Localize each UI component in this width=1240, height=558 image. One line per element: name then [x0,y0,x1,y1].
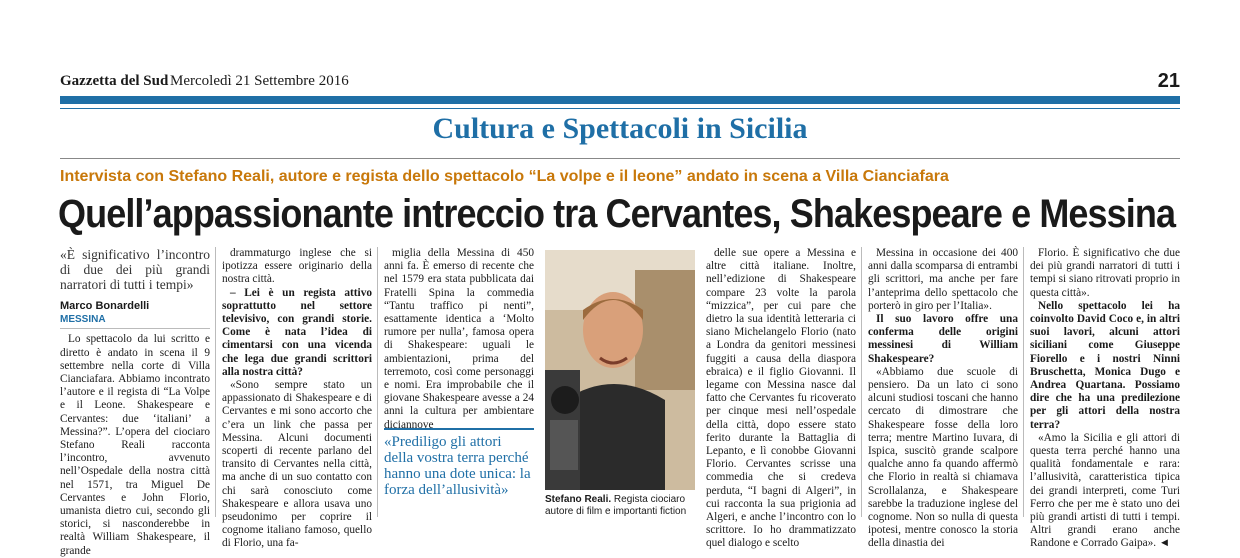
article-column-5 [868,247,1018,551]
column-divider [1023,247,1024,517]
article-column-4 [706,247,856,551]
article-column-1 [60,247,210,558]
paragraph: «Amo la Sicilia e gli attori di questa terra perché hanno una qualità fondamentale e rara: l’allusività, caratteristica tipica dei grandi interpreti, come Turi Ferro che per me è stato uno dei più grandi artisti di tutti i tempi. Altri grandi erano anche Randone e Corrado Gaipa». ◄ [1030,431,1180,550]
column-divider [215,247,216,517]
photo-caption [545,494,695,518]
column-divider [861,247,862,517]
paragraph: Lo spettacolo da lui scritto e diretto è andato in scena il 9 settembre nella corte di Villa Cianciafara. Abbiamo incontrato l’autore e il regista di “La Volpe e il Leone. Shakespeare e Cervantes: due ‘italiani’ a Messina?”. L’opera del ciociaro Stefano Reali racconta l’incontro, avvenuto nell’Ospedale della nostra città nel 1571, tra Miguel De Cervantes e John Florio, umanista dietro cui, secondo gli storici, si nasconderebbe in realtà William Shakespeare, il grande [60,333,210,557]
header-rule [60,96,1180,104]
portrait-photo [545,250,695,490]
header-thin-rule [60,108,1180,109]
column-divider [377,247,378,517]
article-column-2 [222,247,372,551]
pull-quote-mid: «Prediligo gli attori della vostra terra perché hanno una dote unica: la forza dell’allusività» [384,428,534,498]
paragraph: «Sono sempre stato un appassionato di Shakespeare e di Cervantes e mi sono accorto che c’era un link che passa per Messina. Alcuni documenti scoperti di recente parlano del transito di Cervantes nella città, ma anche di un suo contatto con chi sarà conosciuto come Shakespeare e allora usava uno pseudonimo per coprire il cognome italiano famoso, quello di Florio, una fa- [222,379,372,550]
headline: Quell’appassionante intreccio tra Cervantes, Shakespeare e Messina [58,192,1176,236]
newspaper-name: Gazzetta del Sud [60,73,169,89]
pull-quote-top: «È significativo l’incontro di due dei più grandi narratori di tutti i tempi» [60,247,210,292]
article-column-6 [1030,247,1180,551]
portrait-illustration [545,250,695,490]
byline-city: MESSINA [60,313,210,329]
paragraph: Messina in occasione dei 400 anni dalla scomparsa di entrambi gli scrittori, ma anche per fare l’anteprima dello spettacolo che porterò in giro per l’Italia». [868,247,1018,312]
byline-author: Marco Bonardelli [60,300,150,312]
section-title: Cultura e Spettacoli in Sicilia [432,112,808,145]
caption-text: Regista ciociaro autore di film e importanti fiction [545,494,687,517]
caption-name: Stefano Reali. [545,494,612,505]
section-divider [60,158,1180,159]
paragraph: drammaturgo inglese che si ipotizza essere originario della nostra città. [222,247,372,286]
question: – Lei è un regista attivo soprattutto nel settore televisivo, con grandi storie. Come è nata l’idea di cimentarsi con una vicenda che lega due grandi scrittori alla nostra città? [222,286,372,378]
article-column-3 [384,247,534,432]
question: Il suo lavoro offre una conferma delle origini messinesi di William Shakespeare? [868,313,1018,365]
kicker: Intervista con Stefano Reali, autore e regista dello spettacolo “La volpe e il leone” andato in scena a Villa Cianciafara [60,168,949,185]
page-number: 21 [1157,70,1180,92]
paragraph: delle sue opere a Messina e altre città italiane. Inoltre, nell’edizione di Shakespeare compare 23 volte la parola “mizzica”, per cui pare che dietro la sua identità letteraria ci siano Michelangelo Florio (nato a Londra da genitori messinesi fuggiti a causa della diaspora ebraica) e il figlio Giovanni. Il legame con Messina nasce dal fatto che Cervantes fu ricoverato per cinque mesi nell’ospedale della città, dopo essere stato ferito durante la Battaglia di Lepanto, e lì conobbe Giovanni Florio. Cervantes scrisse una commedia che si credeva perduta, “I bagni di Algeri”, in cui racconta la sua prigionia ad Algeri, e anche l’incontro con lo scrittore. Io ho drammatizzato quel dialogo e scelto [706,247,856,550]
issue-date: Mercoledì 21 Settembre 2016 [170,73,349,89]
paragraph: «Abbiamo due scuole di pensiero. Da un lato ci sono alcuni studiosi toscani che hanno cercato di dimostrare che Shakespeare fosse della loro terra; mentre Martino Iuvara, di Ispica, suscitò grande scalpore qualche anno fa quando affermò che Florio in realtà si chiamava Scrollalanza, e Shakespeare sarebbe la traduzione inglese del cognome. Non so nulla di questa ipotesi, mentre conosco la storia della dinastia dei [868,365,1018,550]
paragraph: miglia della Messina di 450 anni fa. È emerso di recente che nel 1579 era stata pubblicata dai Fratelli Spina la commedia “Tantu traffico pi nenti”, esattamente identica a ‘Molto rumore per nulla’, famosa opera di Shakespeare: uguali le ambientazioni, prima del terremoto, così come personaggi e nomi. Era improbabile che il giovane Shakespeare avesse a 24 anni la cultura per ambientare diciannove [384,247,534,431]
question: Nello spettacolo lei ha coinvolto David Coco e, in altri suoi lavori, alcuni attori siciliani come Giuseppe Fiorello e i nostri Ninni Bruschetta, Monica Dugo e Andrea Quartana. Possiamo dire che ha una predilezione per gli attori della nostra terra? [1030,299,1180,431]
paragraph: Florio. È significativo che due dei più grandi narratori di tutti i tempi si siano ritrovati proprio in questa città». [1030,247,1180,299]
